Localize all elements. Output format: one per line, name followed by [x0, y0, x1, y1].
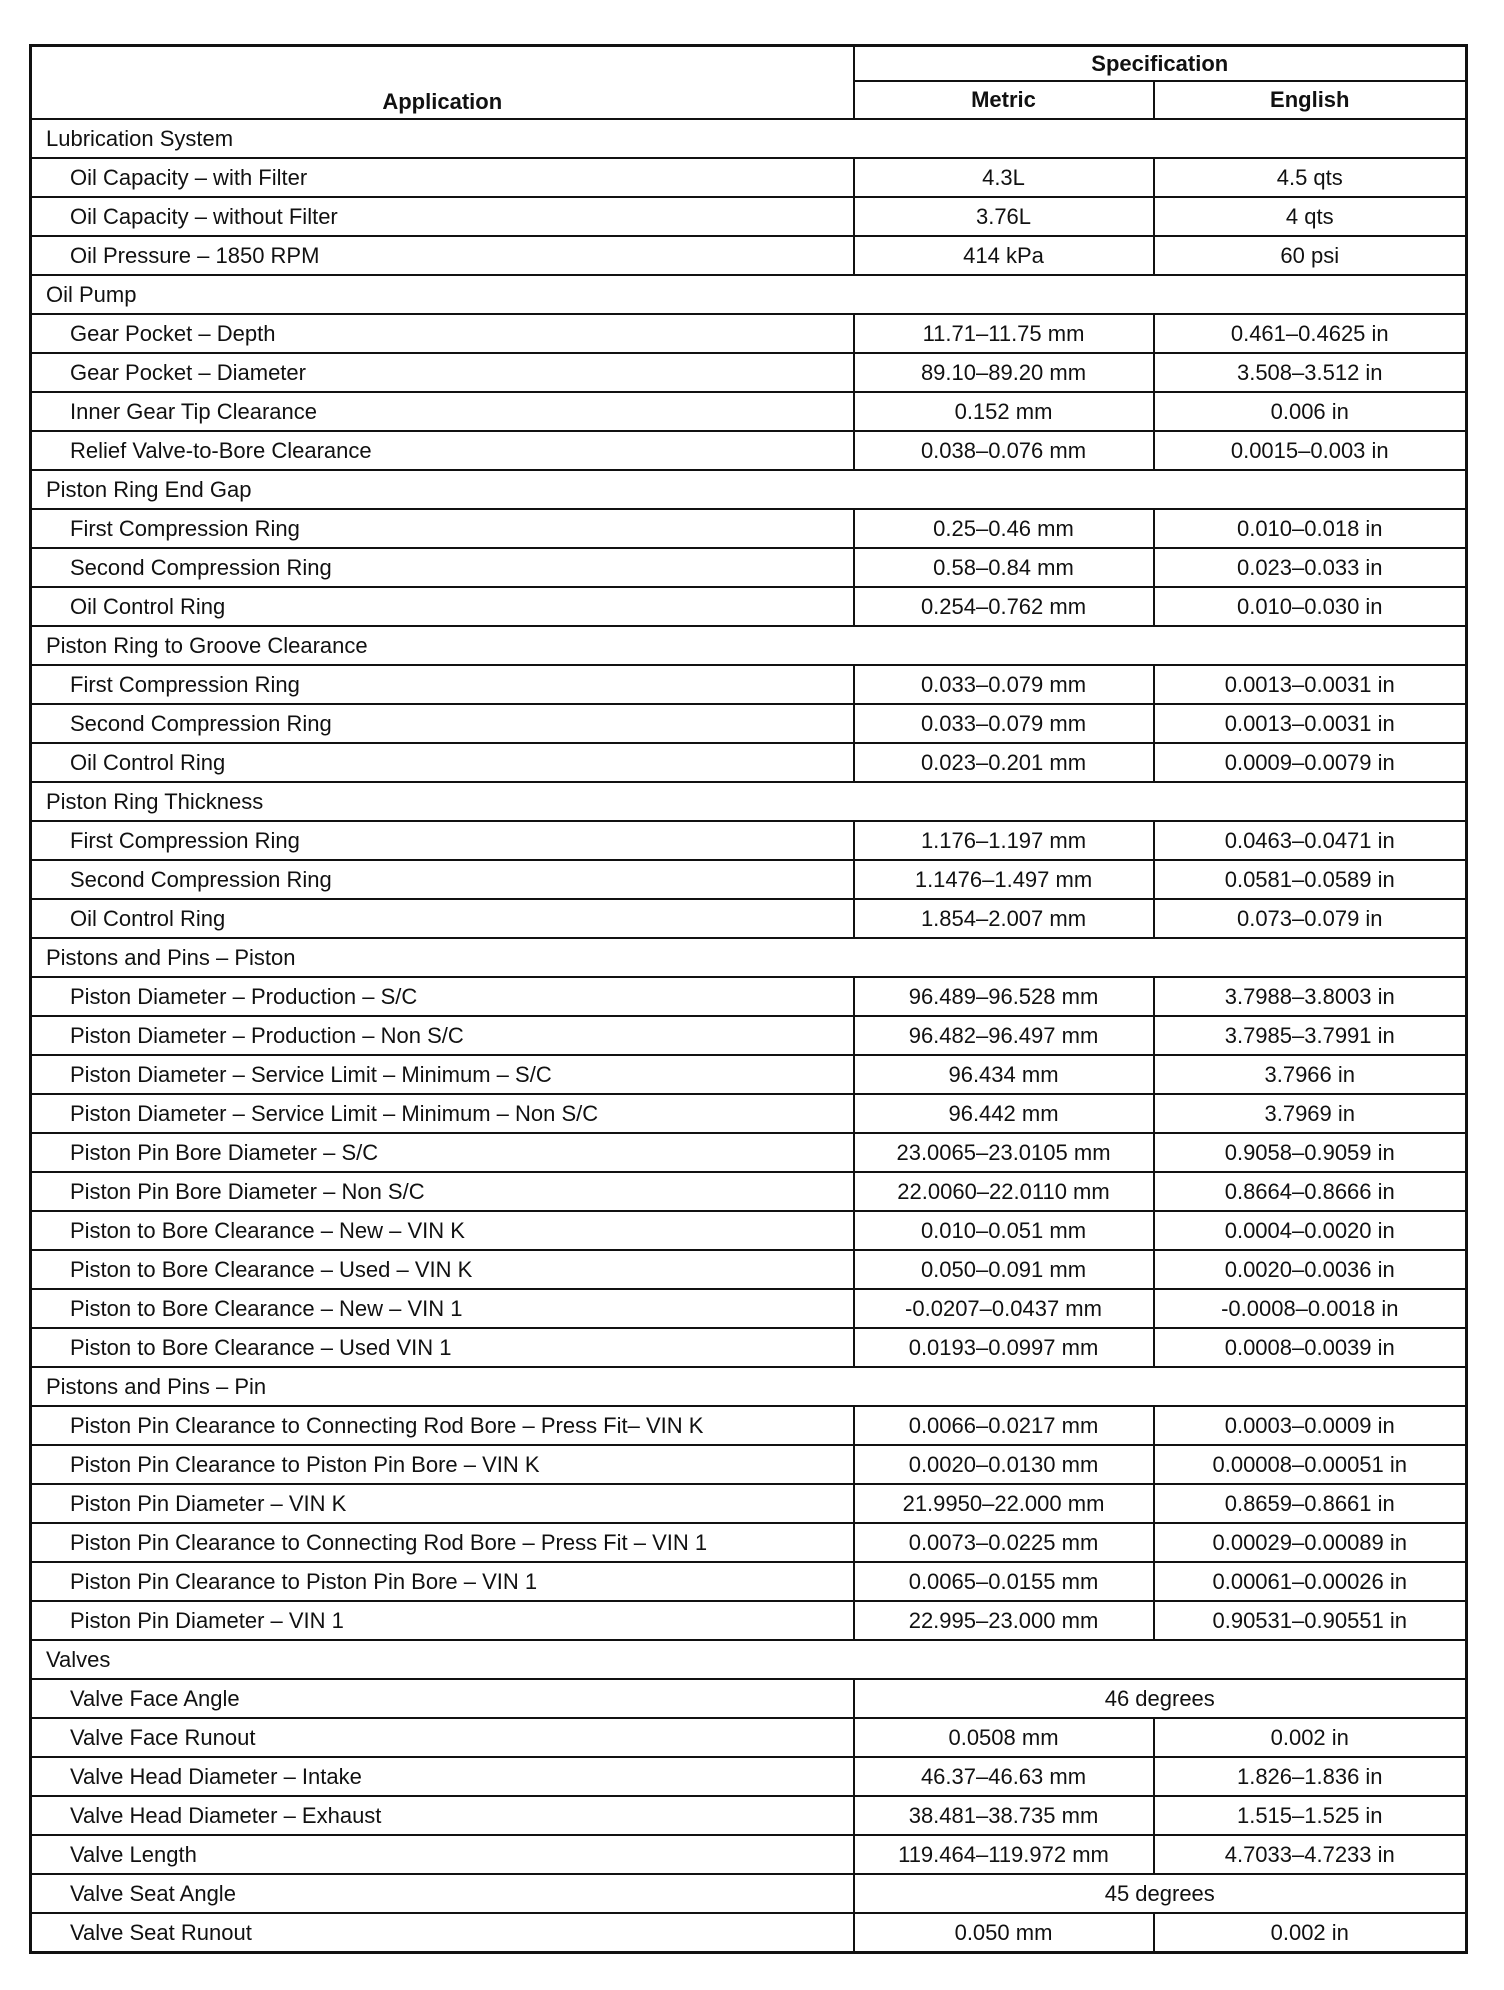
english-cell: 0.002 in — [1154, 1913, 1467, 1953]
table-row — [31, 548, 1467, 587]
specification-header: Specification — [854, 46, 1467, 82]
metric-cell: 0.0065–0.0155 mm — [854, 1562, 1154, 1601]
english-cell: 0.0004–0.0020 in — [1154, 1211, 1467, 1250]
application-cell: Piston Pin Clearance to Piston Pin Bore – VIN 1 — [31, 1562, 854, 1601]
metric-cell: 0.25–0.46 mm — [854, 509, 1154, 548]
application-cell: Relief Valve-to-Bore Clearance — [31, 431, 854, 470]
table-row — [31, 860, 1467, 899]
application-cell: Valve Head Diameter – Intake — [31, 1757, 854, 1796]
application-cell: Oil Control Ring — [31, 899, 854, 938]
english-cell: 0.0013–0.0031 in — [1154, 665, 1467, 704]
table-row — [31, 1913, 1467, 1953]
english-header: English — [1154, 81, 1467, 119]
english-cell: 0.073–0.079 in — [1154, 899, 1467, 938]
table-row — [31, 1133, 1467, 1172]
english-cell: 0.0013–0.0031 in — [1154, 704, 1467, 743]
english-cell: 0.8659–0.8661 in — [1154, 1484, 1467, 1523]
metric-cell: 0.050–0.091 mm — [854, 1250, 1154, 1289]
english-cell: 4.5 qts — [1154, 158, 1467, 197]
section-title: Valves — [31, 1640, 1467, 1679]
metric-cell: 1.854–2.007 mm — [854, 899, 1154, 938]
application-cell: Piston to Bore Clearance – Used VIN 1 — [31, 1328, 854, 1367]
application-cell: First Compression Ring — [31, 509, 854, 548]
application-cell: Piston Pin Clearance to Connecting Rod Bore – Press Fit – VIN 1 — [31, 1523, 854, 1562]
english-cell: 0.010–0.030 in — [1154, 587, 1467, 626]
table-row — [31, 1601, 1467, 1640]
metric-cell: 0.0193–0.0997 mm — [854, 1328, 1154, 1367]
table-row — [31, 1406, 1467, 1445]
english-cell: 1.826–1.836 in — [1154, 1757, 1467, 1796]
application-cell: Valve Head Diameter – Exhaust — [31, 1796, 854, 1835]
metric-cell: 414 kPa — [854, 236, 1154, 275]
metric-cell: 46.37–46.63 mm — [854, 1757, 1154, 1796]
english-cell: 0.90531–0.90551 in — [1154, 1601, 1467, 1640]
table-row — [31, 431, 1467, 470]
english-cell: 3.7969 in — [1154, 1094, 1467, 1133]
metric-cell: 21.9950–22.000 mm — [854, 1484, 1154, 1523]
specification-cell: 46 degrees — [854, 1679, 1467, 1718]
table-row — [31, 1289, 1467, 1328]
application-cell: Valve Seat Runout — [31, 1913, 854, 1953]
table-row — [31, 1484, 1467, 1523]
english-cell: 0.9058–0.9059 in — [1154, 1133, 1467, 1172]
english-cell: -0.0008–0.0018 in — [1154, 1289, 1467, 1328]
application-cell: Piston Pin Diameter – VIN K — [31, 1484, 854, 1523]
metric-cell: 96.434 mm — [854, 1055, 1154, 1094]
table-row — [31, 353, 1467, 392]
metric-cell: 89.10–89.20 mm — [854, 353, 1154, 392]
table-row — [31, 899, 1467, 938]
table-row — [31, 1562, 1467, 1601]
metric-cell: 22.995–23.000 mm — [854, 1601, 1154, 1640]
application-cell: Piston Pin Clearance to Connecting Rod Bore – Press Fit– VIN K — [31, 1406, 854, 1445]
table-row — [31, 704, 1467, 743]
application-cell: Piston Diameter – Production – Non S/C — [31, 1016, 854, 1055]
application-cell: Piston to Bore Clearance – New – VIN K — [31, 1211, 854, 1250]
section-row — [31, 1640, 1467, 1679]
english-cell: 3.7988–3.8003 in — [1154, 977, 1467, 1016]
english-cell: 3.7985–3.7991 in — [1154, 1016, 1467, 1055]
table-row — [31, 1328, 1467, 1367]
english-cell: 60 psi — [1154, 236, 1467, 275]
metric-cell: 96.489–96.528 mm — [854, 977, 1154, 1016]
metric-cell: 23.0065–23.0105 mm — [854, 1133, 1154, 1172]
table-body — [31, 119, 1467, 1953]
table-header — [31, 46, 1467, 120]
table-row — [31, 1835, 1467, 1874]
english-cell: 1.515–1.525 in — [1154, 1796, 1467, 1835]
application-cell: Oil Capacity – without Filter — [31, 197, 854, 236]
english-cell: 0.00061–0.00026 in — [1154, 1562, 1467, 1601]
english-cell: 0.00029–0.00089 in — [1154, 1523, 1467, 1562]
metric-cell: 0.254–0.762 mm — [854, 587, 1154, 626]
english-cell: 0.002 in — [1154, 1718, 1467, 1757]
table-row — [31, 1757, 1467, 1796]
english-cell: 0.023–0.033 in — [1154, 548, 1467, 587]
application-cell: Valve Length — [31, 1835, 854, 1874]
section-row — [31, 119, 1467, 158]
table-row — [31, 197, 1467, 236]
section-row — [31, 782, 1467, 821]
table-row — [31, 314, 1467, 353]
application-cell: Oil Capacity – with Filter — [31, 158, 854, 197]
table-row — [31, 158, 1467, 197]
english-cell: 0.00008–0.00051 in — [1154, 1445, 1467, 1484]
table-row — [31, 1211, 1467, 1250]
application-cell: Second Compression Ring — [31, 548, 854, 587]
metric-cell: -0.0207–0.0437 mm — [854, 1289, 1154, 1328]
metric-cell: 1.1476–1.497 mm — [854, 860, 1154, 899]
specification-cell: 45 degrees — [854, 1874, 1467, 1913]
application-cell: Oil Control Ring — [31, 743, 854, 782]
english-cell: 3.7966 in — [1154, 1055, 1467, 1094]
english-cell: 0.006 in — [1154, 392, 1467, 431]
application-cell: Piston Pin Clearance to Piston Pin Bore – VIN K — [31, 1445, 854, 1484]
metric-cell: 0.152 mm — [854, 392, 1154, 431]
table-row — [31, 509, 1467, 548]
english-cell: 0.010–0.018 in — [1154, 509, 1467, 548]
table-row — [31, 1094, 1467, 1133]
metric-cell: 0.023–0.201 mm — [854, 743, 1154, 782]
application-cell: Second Compression Ring — [31, 704, 854, 743]
english-cell: 0.0015–0.003 in — [1154, 431, 1467, 470]
application-cell: Second Compression Ring — [31, 860, 854, 899]
section-title: Piston Ring End Gap — [31, 470, 1467, 509]
section-title: Piston Ring to Groove Clearance — [31, 626, 1467, 665]
table-row — [31, 587, 1467, 626]
english-cell: 0.0009–0.0079 in — [1154, 743, 1467, 782]
metric-cell: 38.481–38.735 mm — [854, 1796, 1154, 1835]
english-cell: 0.0463–0.0471 in — [1154, 821, 1467, 860]
table-row — [31, 821, 1467, 860]
application-cell: Piston Diameter – Service Limit – Minimum – Non S/C — [31, 1094, 854, 1133]
metric-cell: 0.033–0.079 mm — [854, 665, 1154, 704]
metric-cell: 0.038–0.076 mm — [854, 431, 1154, 470]
application-cell: Piston Pin Diameter – VIN 1 — [31, 1601, 854, 1640]
application-cell: First Compression Ring — [31, 665, 854, 704]
application-cell: Oil Control Ring — [31, 587, 854, 626]
section-title: Lubrication System — [31, 119, 1467, 158]
metric-cell: 96.482–96.497 mm — [854, 1016, 1154, 1055]
section-title: Piston Ring Thickness — [31, 782, 1467, 821]
table-row — [31, 1718, 1467, 1757]
header-row-top — [31, 46, 1467, 82]
metric-cell: 0.0066–0.0217 mm — [854, 1406, 1154, 1445]
metric-cell: 0.0508 mm — [854, 1718, 1154, 1757]
metric-cell: 22.0060–22.0110 mm — [854, 1172, 1154, 1211]
metric-cell: 1.176–1.197 mm — [854, 821, 1154, 860]
metric-cell: 0.0073–0.0225 mm — [854, 1523, 1154, 1562]
table-row — [31, 1445, 1467, 1484]
section-row — [31, 626, 1467, 665]
application-cell: Valve Face Angle — [31, 1679, 854, 1718]
metric-header: Metric — [854, 81, 1154, 119]
application-header: Application — [31, 46, 854, 120]
specification-table — [29, 44, 1468, 1954]
english-cell: 4.7033–4.7233 in — [1154, 1835, 1467, 1874]
application-cell: Piston Pin Bore Diameter – S/C — [31, 1133, 854, 1172]
english-cell: 0.461–0.4625 in — [1154, 314, 1467, 353]
application-cell: First Compression Ring — [31, 821, 854, 860]
english-cell: 0.0008–0.0039 in — [1154, 1328, 1467, 1367]
metric-cell: 0.58–0.84 mm — [854, 548, 1154, 587]
section-title: Oil Pump — [31, 275, 1467, 314]
metric-cell: 0.050 mm — [854, 1913, 1154, 1953]
table-row — [31, 1172, 1467, 1211]
application-cell: Piston Diameter – Service Limit – Minimum – S/C — [31, 1055, 854, 1094]
metric-cell: 119.464–119.972 mm — [854, 1835, 1154, 1874]
section-row — [31, 938, 1467, 977]
metric-cell: 4.3L — [854, 158, 1154, 197]
english-cell: 0.0003–0.0009 in — [1154, 1406, 1467, 1445]
english-cell: 0.8664–0.8666 in — [1154, 1172, 1467, 1211]
application-cell: Oil Pressure – 1850 RPM — [31, 236, 854, 275]
application-cell: Piston to Bore Clearance – Used – VIN K — [31, 1250, 854, 1289]
section-title: Pistons and Pins – Pin — [31, 1367, 1467, 1406]
metric-cell: 0.010–0.051 mm — [854, 1211, 1154, 1250]
table-row — [31, 1016, 1467, 1055]
table-row — [31, 977, 1467, 1016]
application-cell: Piston to Bore Clearance – New – VIN 1 — [31, 1289, 854, 1328]
application-cell: Piston Pin Bore Diameter – Non S/C — [31, 1172, 854, 1211]
table-row — [31, 236, 1467, 275]
metric-cell: 3.76L — [854, 197, 1154, 236]
metric-cell: 0.033–0.079 mm — [854, 704, 1154, 743]
table-row — [31, 665, 1467, 704]
application-cell: Inner Gear Tip Clearance — [31, 392, 854, 431]
section-row — [31, 470, 1467, 509]
application-cell: Piston Diameter – Production – S/C — [31, 977, 854, 1016]
metric-cell: 96.442 mm — [854, 1094, 1154, 1133]
english-cell: 0.0020–0.0036 in — [1154, 1250, 1467, 1289]
english-cell: 3.508–3.512 in — [1154, 353, 1467, 392]
application-cell: Gear Pocket – Depth — [31, 314, 854, 353]
section-row — [31, 275, 1467, 314]
section-row — [31, 1367, 1467, 1406]
table-row — [31, 1523, 1467, 1562]
english-cell: 0.0581–0.0589 in — [1154, 860, 1467, 899]
table-row — [31, 392, 1467, 431]
table-row — [31, 1055, 1467, 1094]
table-row — [31, 1796, 1467, 1835]
table-row — [31, 1679, 1467, 1718]
metric-cell: 11.71–11.75 mm — [854, 314, 1154, 353]
application-cell: Valve Face Runout — [31, 1718, 854, 1757]
table-row — [31, 1250, 1467, 1289]
english-cell: 4 qts — [1154, 197, 1467, 236]
metric-cell: 0.0020–0.0130 mm — [854, 1445, 1154, 1484]
application-cell: Valve Seat Angle — [31, 1874, 854, 1913]
table-row — [31, 1874, 1467, 1913]
application-cell: Gear Pocket – Diameter — [31, 353, 854, 392]
section-title: Pistons and Pins – Piston — [31, 938, 1467, 977]
table-row — [31, 743, 1467, 782]
